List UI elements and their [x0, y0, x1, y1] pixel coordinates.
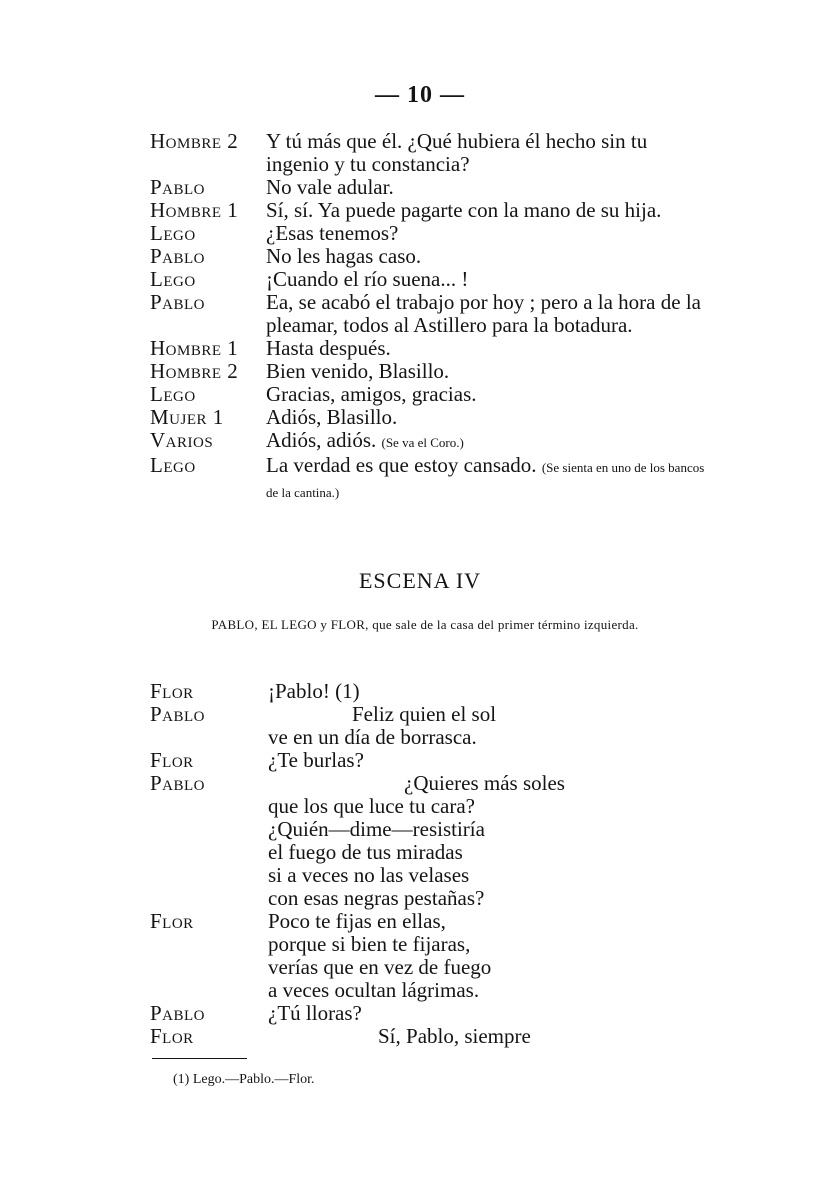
- verse-line: ¿Quién—dime—resistiría: [268, 817, 485, 841]
- speech-words: Hasta después.: [266, 336, 391, 360]
- verse-line: ¿Tú lloras?: [268, 1001, 362, 1025]
- speaker-name: Hombre 2: [150, 129, 239, 153]
- verse-line: Poco te fijas en ellas,: [268, 909, 446, 933]
- speech-words: La verdad es que estoy cansado.: [266, 453, 542, 477]
- dialogue-line: [150, 454, 710, 504]
- speech-words: Sí, sí. Ya puede pagarte con la mano de su hija.: [266, 198, 662, 222]
- speaker-name: Flor: [150, 909, 194, 933]
- scene-intro: PABLO, EL LEGO y FLOR, que sale de la casa del primer término izquierda.: [211, 617, 639, 632]
- verse-line: el fuego de tus miradas: [268, 840, 463, 864]
- speaker-name: Flor: [150, 748, 194, 772]
- speech-text: [266, 268, 710, 291]
- verse-text: [268, 749, 710, 772]
- speech-text: [266, 337, 710, 360]
- verse-line-group: [150, 680, 710, 703]
- speaker-name: Pablo: [150, 702, 206, 726]
- dialogue-line: [150, 176, 710, 199]
- dialogue-line: [150, 383, 710, 406]
- verse-text: [268, 910, 710, 1002]
- verse-line: a veces ocultan lágrimas.: [268, 978, 480, 1002]
- speaker-name: Hombre 2: [150, 359, 239, 383]
- dialogue-line: [150, 130, 710, 176]
- speech-words: No vale adular.: [266, 175, 394, 199]
- speech-text: [266, 429, 710, 454]
- dialogue-line: [150, 429, 710, 454]
- speech-text: [266, 176, 710, 199]
- speaker-name: Varios: [150, 428, 214, 452]
- speech-text: [266, 130, 710, 176]
- verse-line-group: [150, 772, 710, 910]
- speaker-name: Pablo: [150, 175, 206, 199]
- verse-line-group: [150, 1002, 710, 1025]
- verse-line-group: [150, 910, 710, 1002]
- speech-text: [266, 406, 710, 429]
- verse-text: [268, 772, 710, 910]
- speaker-name: Flor: [150, 679, 194, 703]
- verse-line: si a veces no las velases: [268, 863, 470, 887]
- speech-words: No les hagas caso.: [266, 244, 422, 268]
- dialogue-line: [150, 360, 710, 383]
- speaker-name: Lego: [150, 453, 196, 477]
- speaker-name: Lego: [150, 267, 196, 291]
- speaker-name: Pablo: [150, 771, 206, 795]
- speaker-name: Mujer 1: [150, 405, 224, 429]
- verse-line: porque si bien te fijaras,: [268, 932, 471, 956]
- speech-text: [266, 222, 710, 245]
- verse-line: ve en un día de borrasca.: [268, 725, 477, 749]
- verse-line: ¿Te burlas?: [268, 748, 364, 772]
- verse-line-group: [150, 1025, 710, 1048]
- speech-words: ¡Cuando el río suena... !: [266, 267, 469, 291]
- speaker-name: Hombre 1: [150, 336, 239, 360]
- speech-words: ¿Esas tenemos?: [266, 221, 399, 245]
- verse-text: [268, 703, 710, 749]
- speech-words: Ea, se acabó el trabajo por hoy ; pero a la hora de la pleamar, todos al Astillero para la botadura.: [266, 290, 701, 337]
- verse-text: [268, 1025, 710, 1048]
- dialogue-line: [150, 291, 710, 337]
- speech-text: [266, 199, 710, 222]
- speech-words: Adiós, adiós.: [266, 428, 382, 452]
- dialogue-line: [150, 199, 710, 222]
- speech-text: [266, 245, 710, 268]
- page-number: — 10 —: [375, 82, 465, 108]
- dialogue-line: [150, 245, 710, 268]
- verse-block: [150, 680, 710, 1048]
- speech-words: Adiós, Blasillo.: [266, 405, 398, 429]
- speaker-name: Pablo: [150, 1001, 206, 1025]
- speech-text: [266, 291, 710, 337]
- dialogue-line: [150, 406, 710, 429]
- footnote-rule: [152, 1058, 247, 1059]
- speech-words: Gracias, amigos, gracias.: [266, 382, 477, 406]
- stage-direction: (Se va el Coro.): [381, 435, 464, 450]
- speaker-name: Pablo: [150, 244, 206, 268]
- speaker-name: Lego: [150, 382, 196, 406]
- verse-line: verías que en vez de fuego: [268, 955, 492, 979]
- verse-line: ¿Quieres más soles: [404, 771, 565, 795]
- verse-text: [268, 680, 710, 703]
- speech-text: [266, 454, 710, 504]
- dialogue-line: [150, 337, 710, 360]
- verse-line: con esas negras pestañas?: [268, 886, 485, 910]
- speaker-name: Pablo: [150, 290, 206, 314]
- verse-line-group: [150, 749, 710, 772]
- speech-words: Y tú más que él. ¿Qué hubiera él hecho sin tu ingenio y tu constancia?: [266, 129, 648, 176]
- dialogue-line: [150, 268, 710, 291]
- speaker-name: Hombre 1: [150, 198, 239, 222]
- scene-title: ESCENA IV: [358, 568, 482, 593]
- verse-line: Sí, Pablo, siempre: [378, 1024, 531, 1048]
- verse-text: [268, 1002, 710, 1025]
- verse-line: ¡Pablo! (1): [268, 679, 360, 703]
- footnote: (1) Lego.—Pablo.—Flor.: [173, 1072, 315, 1087]
- speaker-name: Flor: [150, 1024, 194, 1048]
- dialogue-line: [150, 222, 710, 245]
- dialogue-block: [150, 130, 710, 504]
- speaker-name: Lego: [150, 221, 196, 245]
- speech-words: Bien venido, Blasillo.: [266, 359, 450, 383]
- verse-line: que los que luce tu cara?: [268, 794, 475, 818]
- speech-text: [266, 383, 710, 406]
- stage-direction: (Se sienta en uno de los bancos de la cantina.): [266, 460, 705, 500]
- verse-line-group: [150, 703, 710, 749]
- verse-line: Feliz quien el sol: [352, 702, 497, 726]
- speech-text: [266, 360, 710, 383]
